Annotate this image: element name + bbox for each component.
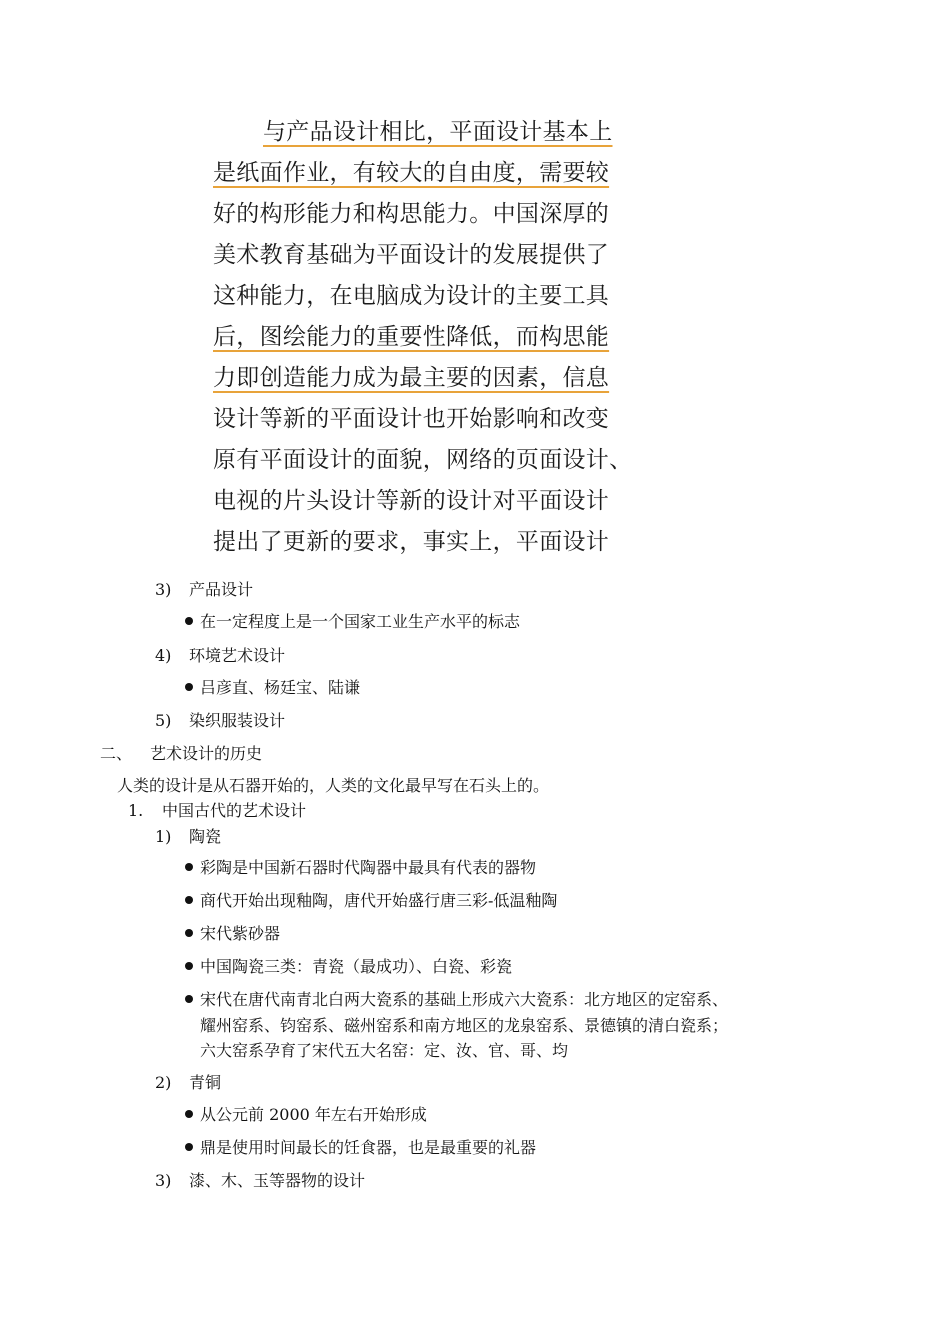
bullet-continuation: 六大窑系孕育了宋代五大名窑：定、汝、官、哥、均: [200, 1041, 569, 1060]
excerpt-line: 原有平面设计的面貌，网络的页面设计、: [213, 447, 633, 473]
highlighted-text: 是纸面作业，有较大的自由度，需要较: [213, 160, 610, 186]
excerpt-line: [213, 153, 643, 194]
list-item-bronze: [155, 1072, 221, 1096]
bullet-item: 中国陶瓷三类：青瓷（最成功）、白瓷、彩瓷: [185, 956, 512, 980]
item-number: 3): [155, 1171, 172, 1190]
bullet-continuation: 耀州窑系、钧窑系、磁州窑系和南方地区的龙泉窑系、景德镇的清白瓷系；: [200, 1016, 729, 1035]
item-label: 环境艺术设计: [189, 646, 286, 665]
excerpt-line: 设计等新的平面设计也开始影响和改变: [213, 406, 610, 432]
section-title: 艺术设计的历史: [150, 744, 263, 763]
bullet-item: 宋代在唐代南青北白两大瓷系的基础上形成六大瓷系：北方地区的定窑系、: [185, 989, 728, 1013]
item-number: 5): [155, 711, 172, 730]
textbook-excerpt-image: [213, 112, 643, 563]
section-number: 二、: [100, 744, 133, 763]
item-label: 青铜: [189, 1073, 222, 1092]
item-label: 产品设计: [189, 580, 254, 599]
highlighted-text: 与产品设计相比，平面设计基本上: [263, 119, 613, 145]
highlighted-text: 后，图绘能力的重要性降低，而构思能: [213, 324, 610, 350]
bullet-item: 从公元前 2000 年左右开始形成: [185, 1104, 427, 1128]
highlighted-text: 力即创造能力成为最主要的因素，信息: [213, 365, 610, 391]
bullet-item: 在一定程度上是一个国家工业生产水平的标志: [185, 611, 520, 635]
subsection-number: 1.: [128, 801, 144, 820]
list-item-environment-design: [155, 645, 285, 669]
subsection-title: 中国古代的艺术设计: [162, 801, 307, 820]
item-number: 1): [155, 827, 172, 846]
item-number: 4): [155, 646, 172, 665]
bullet-item: 宋代紫砂器: [185, 923, 280, 947]
excerpt-line: 这种能力，在电脑成为设计的主要工具: [213, 283, 610, 309]
excerpt-line: 提出了更新的要求，事实上，平面设计: [213, 529, 610, 555]
item-label: 染织服装设计: [189, 711, 286, 730]
excerpt-line: 美术教育基础为平面设计的发展提供了: [213, 242, 610, 268]
bullet-item: 鼎是使用时间最长的饪食器，也是最重要的礼器: [185, 1137, 536, 1161]
excerpt-line: [213, 358, 643, 399]
excerpt-line: [213, 317, 643, 358]
bullet-item: 彩陶是中国新石器时代陶器中最具有代表的器物: [185, 857, 536, 881]
item-label: 陶瓷: [189, 827, 222, 846]
bullet-item: 吕彦直、杨廷宝、陆谦: [185, 677, 360, 701]
excerpt-line: [213, 112, 643, 153]
item-number: 2): [155, 1073, 172, 1092]
excerpt-line: 电视的片头设计等新的设计对平面设计: [213, 488, 610, 514]
item-label: 漆、木、玉等器物的设计: [189, 1171, 366, 1190]
list-item-product-design: [155, 579, 253, 603]
subsection-heading: [128, 800, 306, 824]
excerpt-line: 好的构形能力和构思能力。中国深厚的: [213, 201, 610, 227]
list-item-ceramics: [155, 826, 221, 850]
bullet-item: 商代开始出现釉陶，唐代开始盛行唐三彩-低温釉陶: [185, 890, 557, 914]
section-heading: [100, 743, 262, 767]
list-item-textile-design: [155, 710, 285, 734]
item-number: 3): [155, 580, 172, 599]
intro-paragraph: 人类的设计是从石器开始的，人类的文化最早写在石头上的。: [117, 776, 550, 795]
list-item-lacquer: [155, 1170, 365, 1194]
